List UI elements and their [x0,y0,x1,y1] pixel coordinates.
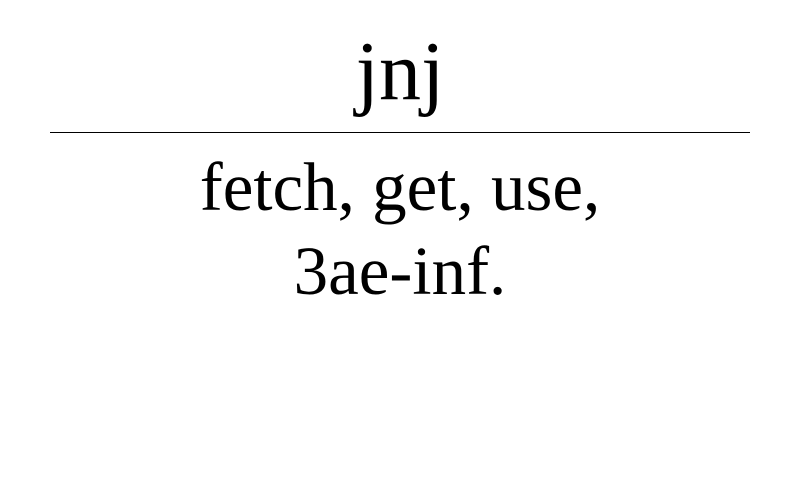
divider [50,132,750,133]
card-term: jnj [355,25,445,118]
definition-line: 3ae-inf. [293,233,507,309]
definition-line: fetch, get, use, [199,149,601,225]
card-definition [0,145,800,313]
